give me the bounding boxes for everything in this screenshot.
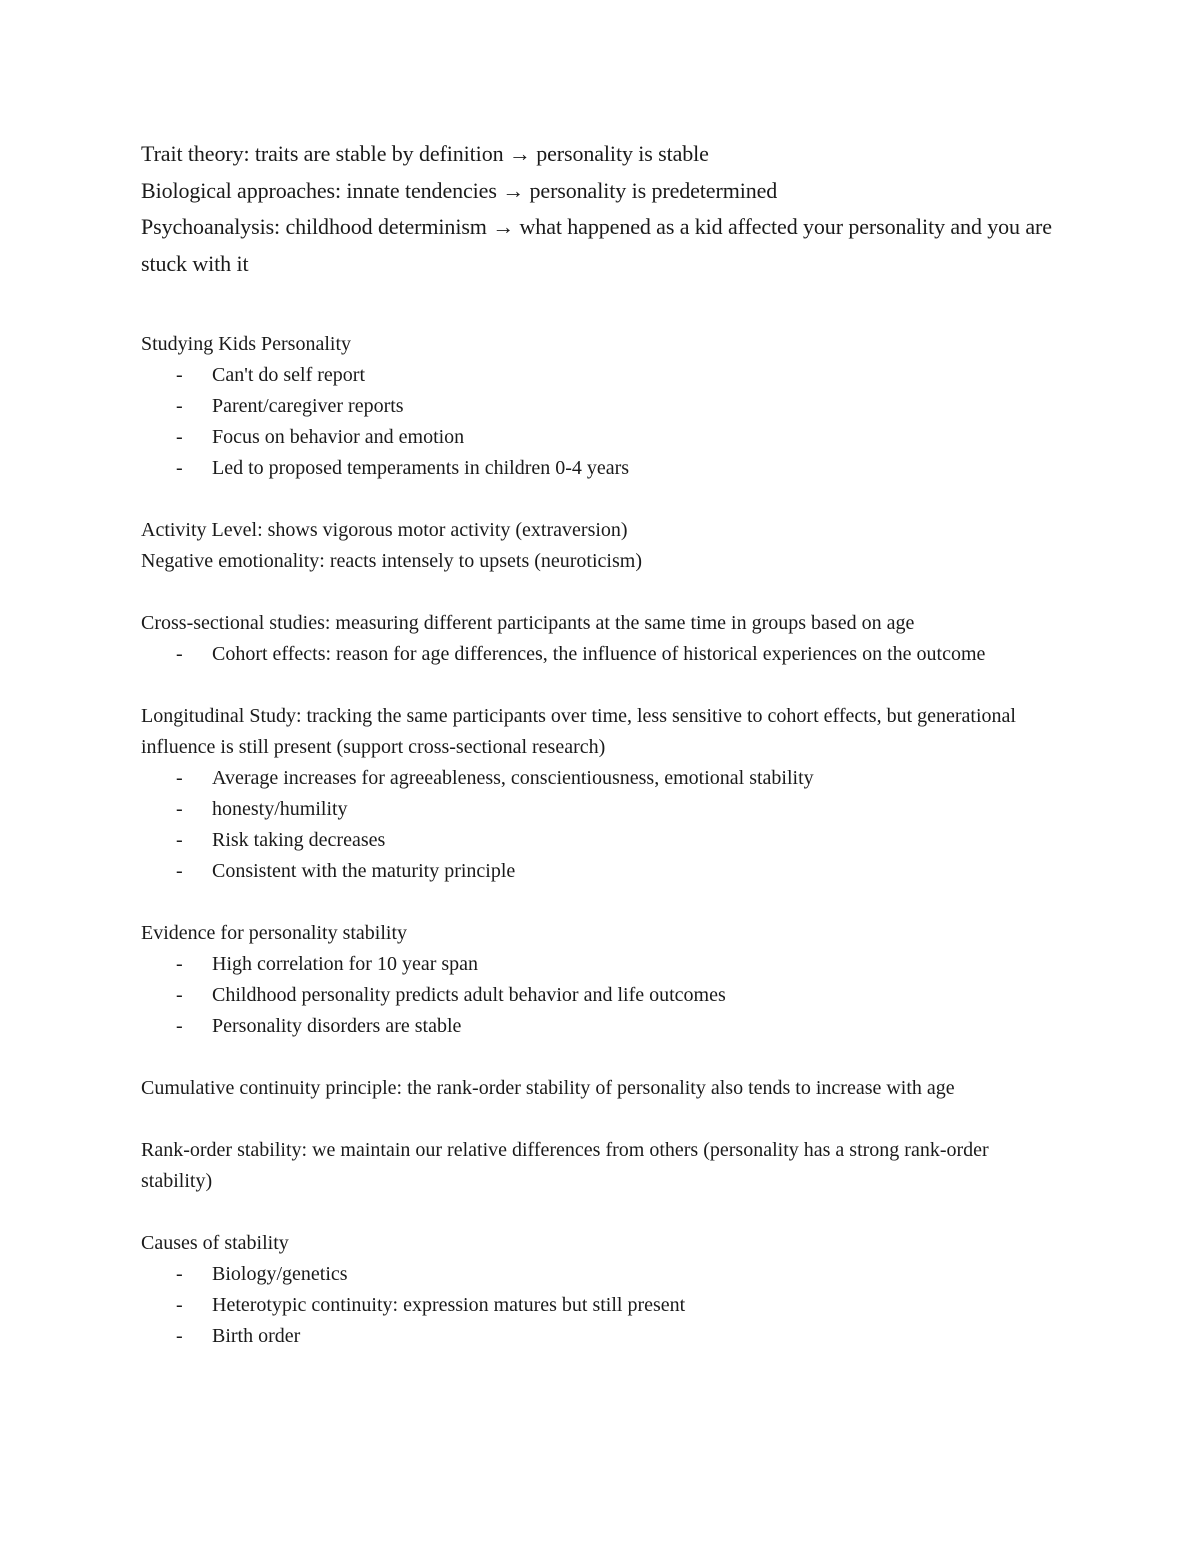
dash-marker: -: [176, 953, 183, 975]
list-item: - High correlation for 10 year span: [141, 949, 1061, 980]
bullet-list: [141, 360, 1061, 484]
dash-marker: -: [176, 1015, 183, 1037]
bullet-list: [141, 949, 1061, 1042]
list-item: - Childhood personality predicts adult behavior and life outcomes: [141, 980, 1061, 1011]
list-item: - Focus on behavior and emotion: [141, 422, 1061, 453]
dash-marker: -: [176, 1263, 183, 1285]
section-heading: Studying Kids Personality: [141, 333, 352, 355]
intro-biological-approaches: Biological approaches: innate tendencies → personality is predetermined: [141, 177, 778, 203]
list-item: - Can't do self report: [141, 360, 1061, 391]
cumulative-continuity-text: Cumulative continuity principle: the rank-order stability of personality also tends to increase with age: [141, 1077, 955, 1099]
section-cross-sectional: [141, 608, 1061, 670]
list-item: - Parent/caregiver reports: [141, 391, 1061, 422]
temperament-activity-level: Activity Level: shows vigorous motor activity (extraversion): [141, 519, 628, 541]
dash-marker: -: [176, 1325, 183, 1347]
list-item: - Birth order: [141, 1321, 1061, 1352]
dash-marker: -: [176, 767, 183, 789]
list-item: - Consistent with the maturity principle: [141, 856, 1061, 887]
document-page: [141, 136, 1061, 1352]
bullet-list: [141, 1259, 1061, 1352]
temperament-negative-emotionality: Negative emotionality: reacts intensely to upsets (neuroticism): [141, 550, 642, 572]
dash-marker: -: [176, 457, 183, 479]
rank-order-text: Rank-order stability: we maintain our relative differences from others (personality has a strong rank-order stability): [141, 1139, 989, 1192]
list-item: - Personality disorders are stable: [141, 1011, 1061, 1042]
list-item: - Led to proposed temperaments in children 0-4 years: [141, 453, 1061, 484]
section-rank-order: [141, 1135, 1061, 1197]
dash-marker: -: [176, 1294, 183, 1316]
section-cumulative-continuity: [141, 1073, 1061, 1104]
section-evidence: [141, 918, 1061, 1042]
bullet-list: [141, 763, 1061, 887]
list-item: - Heterotypic continuity: expression matures but still present: [141, 1290, 1061, 1321]
dash-marker: -: [176, 829, 183, 851]
intro-trait-theory: Trait theory: traits are stable by definition → personality is stable: [141, 141, 709, 166]
section-longitudinal: [141, 701, 1061, 887]
section-heading: Evidence for personality stability: [141, 922, 408, 944]
dash-marker: -: [176, 984, 183, 1006]
section-temperaments: [141, 515, 1061, 577]
section-studying-kids: [141, 329, 1061, 484]
list-item: - Average increases for agreeableness, conscientiousness, emotional stability: [141, 763, 1061, 794]
list-item: - Risk taking decreases: [141, 825, 1061, 856]
dash-marker: -: [176, 798, 183, 820]
list-item: - Biology/genetics: [141, 1259, 1061, 1290]
dash-marker: -: [176, 860, 183, 882]
section-heading: Cross-sectional studies: measuring different participants at the same time in groups based on age: [141, 612, 915, 634]
section-heading: Longitudinal Study: tracking the same participants over time, less sensitive to cohort effects, but generational influence is still present (support cross-sectional research): [141, 705, 1016, 758]
intro-psychoanalysis: Psychoanalysis: childhood determinism → what happened as a kid affected your personality and you are stuck with it: [141, 214, 1052, 276]
dash-marker: -: [176, 426, 183, 448]
dash-marker: -: [176, 364, 183, 386]
section-heading: Causes of stability: [141, 1232, 289, 1254]
intro-block: [141, 136, 1061, 282]
dash-marker: -: [176, 643, 183, 665]
bullet-list: [141, 639, 1061, 670]
dash-marker: -: [176, 395, 183, 417]
list-item: - Cohort effects: reason for age differences, the influence of historical experiences on the outcome: [141, 639, 1061, 670]
list-item: - honesty/humility: [141, 794, 1061, 825]
section-causes: [141, 1228, 1061, 1352]
